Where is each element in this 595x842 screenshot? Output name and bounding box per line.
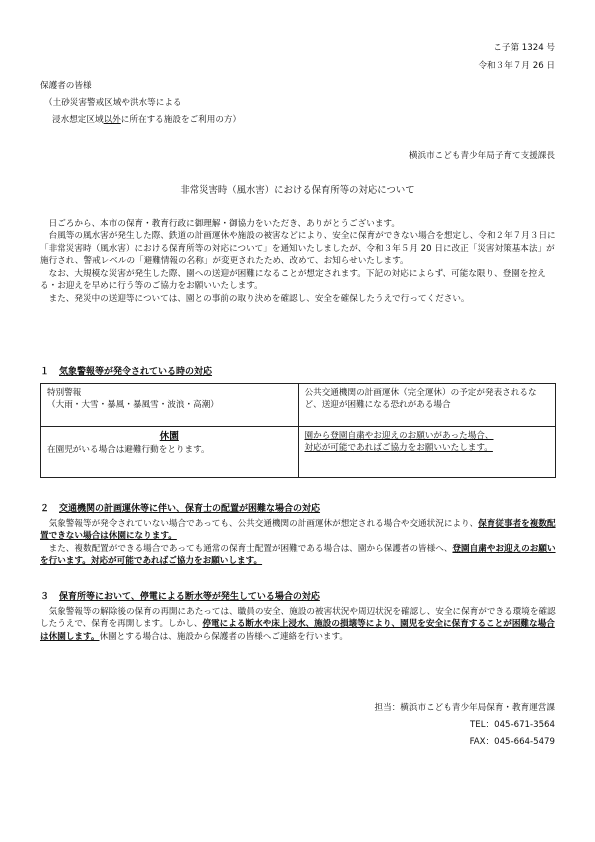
page-title: 非常災害時（風水害）における保育所等の対応について xyxy=(180,185,415,196)
table-cell-closure xyxy=(41,427,299,478)
section-3-body xyxy=(40,606,556,643)
section-2-body xyxy=(40,518,556,568)
table-header-special-warning xyxy=(41,384,299,427)
intro-paragraph-2: 台風等の風水害が発生した際、鉄道の計画運休や施設の被害などにより、安全に保育ができない場合を想定し、令和２年７月３日に「非常災害時（風水害）における保育所等の対応について」を通知いたしましたが、令和３年５月 20 日に改正「災害対策基本法」が施行され、警戒レベルの「避難情報の名称」が変更されたため、改めて、お知らせいたします。 xyxy=(40,231,556,267)
cooperation-line-2: 対応が可能であればご協力をお願いいたします。 xyxy=(304,443,493,454)
closure-status: 休園 xyxy=(159,431,179,442)
section-1-title: 気象警報等が発令されている時の対応 xyxy=(59,367,213,377)
section-3-paragraph-1: 気象警報等の解除後の保育の再開にあたっては、職員の安全、施設の被害状況や周辺状況を確認し、安全に保育ができる環境を確認したうえで、保育を再開します。しかし、停電による断水や床上浸水、施設の損壊等により、園児を安全に保育することが困難な場合は休園します。休園とする場合は、施設から保護者の皆様へご連絡を行います。 xyxy=(40,607,556,642)
recipient-line-1: 保護者の皆様 xyxy=(40,81,92,91)
section-2-heading xyxy=(40,503,320,516)
section-1-number: １ xyxy=(40,367,50,377)
closure-note: 在園児がいる場合は避難行動をとります。 xyxy=(47,444,210,455)
recipient-line-2: （土砂災害警戒区域や洪水等による xyxy=(44,98,182,108)
section-2-paragraph-1: 気象警報等が発令されていない場合であっても、公共交通機関の計画運休が想定される場合や交通状況により、保育従事者を複数配置できない場合は休園になります。 xyxy=(40,519,556,542)
table-header-planned-suspension: 公共交通機関の計画運休（完全運休）の予定が発表されるなど、送迎が困難になる恐れがある場合 xyxy=(298,384,556,427)
intro-paragraph-1: 日ごろから、本市の保育・教育行政に御理解・御協力をいただき、ありがとうございます。 xyxy=(48,219,400,229)
document-date: 令和３年７月 26 日 xyxy=(478,61,555,71)
section-2-number: ２ xyxy=(40,504,50,514)
document-number: こ子第 1324 号 xyxy=(493,43,555,53)
contact-person: 担当：横浜市こども青少年局保育・教育運営課 xyxy=(374,703,555,713)
section-2-title: 交通機関の計画運休等に伴い、保育士の配置が困難な場合の対応 xyxy=(59,504,321,514)
section-3-title: 保育所等において、停電による断水等が発生している場合の対応 xyxy=(59,592,320,602)
cooperation-line-1: 園から登園自粛やお迎えのお願いがあった場合、 xyxy=(304,431,494,441)
section-1-heading xyxy=(40,366,212,379)
table-cell-cooperation xyxy=(298,427,556,478)
intro-paragraph-3: なお、大規模な災害が発生した際、園への送迎が困難になることが想定されます。下記の対応によらず、可能な限り、登園を控える・お迎えを早めに行う等のご協力をお願いいたします。 xyxy=(40,268,546,292)
section-3-heading xyxy=(40,591,320,604)
recipient-line-3: 浸水想定区域以外に所在する施設をご利用の方） xyxy=(52,115,242,125)
special-warning-label: 特別警報 xyxy=(47,388,82,398)
intro-paragraph-4: また、発災中の送迎等については、園との事前の取り決めを確認し、安全を確保したうえで行ってください。 xyxy=(48,293,470,304)
special-warning-types: （大雨・大雪・暴風・暴風雪・波浪・高潮） xyxy=(47,400,219,411)
sender: 横浜市こども青少年局子育て支援課長 xyxy=(408,151,555,161)
alert-response-table xyxy=(40,383,556,478)
contact-tel: TEL：045-671-3564 xyxy=(470,720,555,730)
section-3-number: ３ xyxy=(40,592,50,602)
contact-fax: FAX：045-664-5479 xyxy=(469,737,555,747)
intro-text xyxy=(40,218,556,305)
section-2-paragraph-2: また、複数配置ができる場合であっても通常の保育士配置が困難である場合は、園から保護者の皆様へ、登園自粛やお迎えのお願いを行います。対応が可能であればご協力をお願いします。 xyxy=(40,543,556,567)
